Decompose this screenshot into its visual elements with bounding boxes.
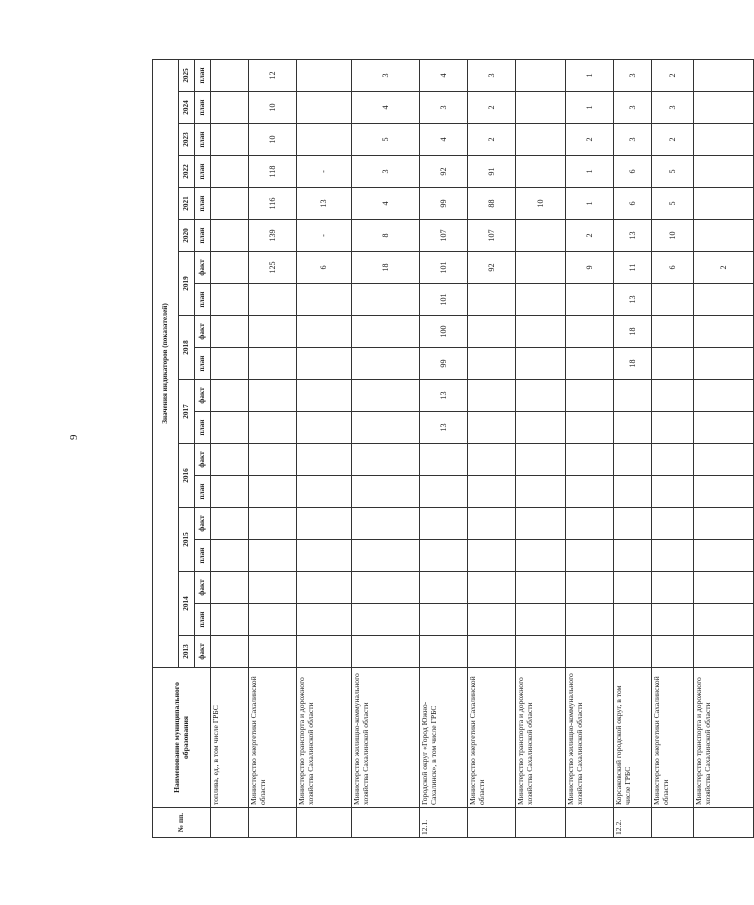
table-row: [297, 59, 352, 837]
value-cell: 13: [420, 412, 468, 444]
value-cell: [297, 444, 352, 476]
value-cell: [516, 59, 566, 91]
value-cell: [420, 540, 468, 572]
header-fact-2015: факт: [195, 508, 211, 540]
value-cell: [652, 604, 694, 636]
value-cell: [297, 284, 352, 316]
value-cell: [566, 348, 614, 380]
header-plan-2019: план: [195, 284, 211, 316]
value-cell: [468, 316, 516, 348]
value-cell: [566, 412, 614, 444]
value-cell: [249, 316, 297, 348]
value-cell: [297, 348, 352, 380]
table-row: [420, 59, 468, 837]
value-cell: [249, 284, 297, 316]
value-cell: [694, 412, 754, 444]
header-year-2015: 2015: [179, 508, 195, 572]
value-cell: 125: [249, 252, 297, 284]
value-cell: 101: [420, 284, 468, 316]
value-cell: 2: [468, 124, 516, 156]
value-cell: [468, 444, 516, 476]
row-number: [566, 808, 614, 838]
value-cell: 18: [352, 252, 420, 284]
indicators-table: [152, 59, 754, 838]
value-cell: 1: [566, 156, 614, 188]
value-cell: [297, 59, 352, 91]
value-cell: 5: [652, 156, 694, 188]
header-plan-2017: план: [195, 412, 211, 444]
value-cell: [694, 636, 754, 668]
row-number: [516, 808, 566, 838]
value-cell: 13: [614, 220, 652, 252]
value-cell: 3: [652, 92, 694, 124]
header-plan-2023: план: [195, 124, 211, 156]
value-cell: [566, 572, 614, 604]
value-cell: [516, 316, 566, 348]
table-row: [249, 59, 297, 837]
header-plan-2014: план: [195, 604, 211, 636]
value-cell: 18: [614, 316, 652, 348]
value-cell: [694, 572, 754, 604]
value-cell: [694, 156, 754, 188]
value-cell: [694, 348, 754, 380]
value-cell: 2: [652, 124, 694, 156]
value-cell: 4: [420, 124, 468, 156]
value-cell: [249, 348, 297, 380]
value-cell: [352, 604, 420, 636]
value-cell: [420, 572, 468, 604]
value-cell: [516, 636, 566, 668]
value-cell: [352, 540, 420, 572]
value-cell: 99: [420, 188, 468, 220]
value-cell: [652, 444, 694, 476]
value-cell: [352, 412, 420, 444]
value-cell: [297, 604, 352, 636]
value-cell: [420, 636, 468, 668]
value-cell: 13: [614, 284, 652, 316]
header-plan-2020: план: [195, 220, 211, 252]
value-cell: 4: [352, 188, 420, 220]
header-year-2016: 2016: [179, 444, 195, 508]
row-number: [211, 808, 249, 838]
value-cell: [694, 604, 754, 636]
header-plan-2022: план: [195, 156, 211, 188]
value-cell: 100: [420, 316, 468, 348]
value-cell: 3: [352, 156, 420, 188]
value-cell: 13: [420, 380, 468, 412]
value-cell: [468, 540, 516, 572]
value-cell: 10: [249, 124, 297, 156]
value-cell: [211, 444, 249, 476]
value-cell: [468, 348, 516, 380]
value-cell: 116: [249, 188, 297, 220]
value-cell: [420, 444, 468, 476]
row-name: топлива, ед., в том числе ГРБС: [211, 668, 249, 808]
value-cell: [694, 476, 754, 508]
value-cell: 9: [566, 252, 614, 284]
value-cell: [516, 444, 566, 476]
row-number: 12.1.: [420, 808, 468, 838]
header-fact-2017: факт: [195, 380, 211, 412]
value-cell: 88: [468, 188, 516, 220]
value-cell: [614, 604, 652, 636]
value-cell: [614, 412, 652, 444]
row-number: [297, 808, 352, 838]
row-name: Министерство жилищно-коммунального хозяйства Сахалинской области: [352, 668, 420, 808]
header-fact-2014: факт: [195, 572, 211, 604]
value-cell: 4: [352, 92, 420, 124]
value-cell: 3: [614, 124, 652, 156]
value-cell: 6: [614, 156, 652, 188]
header-fact-2018: факт: [195, 316, 211, 348]
value-cell: [249, 508, 297, 540]
row-name: Министерство энергетики Сахалинской области: [468, 668, 516, 808]
value-cell: [566, 316, 614, 348]
value-cell: [694, 92, 754, 124]
value-cell: [211, 476, 249, 508]
value-cell: [249, 476, 297, 508]
value-cell: 3: [352, 59, 420, 91]
header-plan-2016: план: [195, 476, 211, 508]
value-cell: [297, 380, 352, 412]
table-row: [694, 59, 754, 837]
value-cell: [652, 508, 694, 540]
value-cell: [516, 92, 566, 124]
row-number: [249, 808, 297, 838]
row-name: Городской округ «Город Южно-Сахалинск», в том числе ГРБС: [420, 668, 468, 808]
value-cell: [249, 572, 297, 604]
value-cell: 1: [566, 59, 614, 91]
value-cell: [211, 540, 249, 572]
value-cell: [652, 348, 694, 380]
value-cell: 5: [652, 188, 694, 220]
value-cell: [297, 540, 352, 572]
value-cell: [694, 59, 754, 91]
rotated-table-container: [152, 60, 728, 838]
value-cell: [211, 508, 249, 540]
value-cell: [516, 348, 566, 380]
value-cell: -: [297, 220, 352, 252]
value-cell: [516, 572, 566, 604]
value-cell: [297, 476, 352, 508]
value-cell: [614, 444, 652, 476]
value-cell: [468, 476, 516, 508]
value-cell: [211, 636, 249, 668]
value-cell: [249, 444, 297, 476]
header-year-2023: 2023: [179, 124, 195, 156]
row-number: 12.2.: [614, 808, 652, 838]
value-cell: [352, 316, 420, 348]
value-cell: [297, 92, 352, 124]
value-cell: 101: [420, 252, 468, 284]
value-cell: 5: [352, 124, 420, 156]
value-cell: [468, 508, 516, 540]
value-cell: [566, 380, 614, 412]
value-cell: 6: [614, 188, 652, 220]
value-cell: 18: [614, 348, 652, 380]
value-cell: [211, 348, 249, 380]
value-cell: [468, 604, 516, 636]
value-cell: [614, 508, 652, 540]
value-cell: [516, 220, 566, 252]
value-cell: [516, 604, 566, 636]
value-cell: [614, 476, 652, 508]
value-cell: 8: [352, 220, 420, 252]
value-cell: [249, 380, 297, 412]
value-cell: [516, 124, 566, 156]
table-row: [516, 59, 566, 837]
header-plan-2024: план: [195, 92, 211, 124]
table-row: [211, 59, 249, 837]
row-name: Министерство энергетики Сахалинской области: [652, 668, 694, 808]
header-plan-2021: план: [195, 188, 211, 220]
value-cell: 11: [614, 252, 652, 284]
header-plan-2018: план: [195, 348, 211, 380]
value-cell: [211, 188, 249, 220]
value-cell: [211, 316, 249, 348]
value-cell: [566, 604, 614, 636]
header-year-2022: 2022: [179, 156, 195, 188]
page-number: 9: [68, 434, 80, 440]
value-cell: [297, 412, 352, 444]
value-cell: 3: [614, 59, 652, 91]
value-cell: 3: [614, 92, 652, 124]
value-cell: [211, 380, 249, 412]
value-cell: [249, 636, 297, 668]
value-cell: [352, 380, 420, 412]
row-name: Министерство транспорта и дорожного хозяйства Сахалинской области: [297, 668, 352, 808]
row-number: [694, 808, 754, 838]
value-cell: [566, 444, 614, 476]
value-cell: [566, 476, 614, 508]
value-cell: [516, 508, 566, 540]
value-cell: [420, 476, 468, 508]
value-cell: [211, 572, 249, 604]
value-cell: [614, 540, 652, 572]
row-number: [468, 808, 516, 838]
row-name: Министерство жилищно-коммунального хозяйства Сахалинской области: [566, 668, 614, 808]
value-cell: [516, 156, 566, 188]
value-cell: 10: [652, 220, 694, 252]
value-cell: [614, 380, 652, 412]
table-row: [614, 59, 652, 837]
value-cell: 2: [652, 59, 694, 91]
value-cell: [694, 380, 754, 412]
value-cell: [516, 380, 566, 412]
value-cell: [694, 508, 754, 540]
value-cell: [566, 284, 614, 316]
value-cell: 92: [420, 156, 468, 188]
value-cell: 4: [420, 59, 468, 91]
value-cell: [516, 412, 566, 444]
value-cell: [694, 124, 754, 156]
value-cell: 1: [566, 188, 614, 220]
value-cell: [249, 412, 297, 444]
value-cell: 3: [420, 92, 468, 124]
value-cell: [352, 572, 420, 604]
value-cell: [211, 252, 249, 284]
value-cell: [694, 284, 754, 316]
value-cell: [468, 284, 516, 316]
value-cell: 91: [468, 156, 516, 188]
value-cell: [352, 508, 420, 540]
value-cell: [420, 508, 468, 540]
value-cell: [420, 604, 468, 636]
table-body: [211, 59, 754, 837]
value-cell: [652, 316, 694, 348]
value-cell: 6: [297, 252, 352, 284]
value-cell: [352, 636, 420, 668]
value-cell: [352, 348, 420, 380]
header-year-2025: 2025: [179, 59, 195, 91]
value-cell: 3: [468, 59, 516, 91]
value-cell: [249, 540, 297, 572]
header-year-2021: 2021: [179, 188, 195, 220]
value-cell: [652, 572, 694, 604]
value-cell: [516, 252, 566, 284]
value-cell: [694, 316, 754, 348]
value-cell: [652, 380, 694, 412]
value-cell: 10: [249, 92, 297, 124]
value-cell: [211, 59, 249, 91]
value-cell: [652, 476, 694, 508]
row-name: Министерство транспорта и дорожного хозяйства Сахалинской области: [516, 668, 566, 808]
value-cell: [566, 636, 614, 668]
value-cell: 107: [468, 220, 516, 252]
value-cell: [211, 604, 249, 636]
value-cell: [352, 444, 420, 476]
value-cell: [614, 636, 652, 668]
value-cell: [211, 92, 249, 124]
value-cell: [694, 444, 754, 476]
value-cell: [516, 540, 566, 572]
header-year-2024: 2024: [179, 92, 195, 124]
value-cell: [468, 380, 516, 412]
table-row: [352, 59, 420, 837]
table-row: [652, 59, 694, 837]
value-cell: 107: [420, 220, 468, 252]
row-number: [352, 808, 420, 838]
row-name: Министерство транспорта и дорожного хозяйства Сахалинской области: [694, 668, 754, 808]
value-cell: [652, 540, 694, 572]
header-year-2013: 2013: [179, 636, 195, 668]
table-row: [566, 59, 614, 837]
value-cell: [652, 284, 694, 316]
value-cell: 139: [249, 220, 297, 252]
row-name: Министерство энергетики Сахалинской области: [249, 668, 297, 808]
header-year-2018: 2018: [179, 316, 195, 380]
value-cell: 2: [694, 252, 754, 284]
value-cell: [352, 476, 420, 508]
value-cell: 6: [652, 252, 694, 284]
value-cell: [566, 540, 614, 572]
value-cell: [297, 316, 352, 348]
value-cell: [468, 412, 516, 444]
header-year-2017: 2017: [179, 380, 195, 444]
header-plan-2015: план: [195, 540, 211, 572]
value-cell: 92: [468, 252, 516, 284]
value-cell: [249, 604, 297, 636]
header-fact-2019: факт: [195, 252, 211, 284]
value-cell: 99: [420, 348, 468, 380]
header-year-2014: 2014: [179, 572, 195, 636]
value-cell: [468, 636, 516, 668]
value-cell: [652, 412, 694, 444]
header-number: № пп.: [153, 808, 211, 838]
header-year-2019: 2019: [179, 252, 195, 316]
value-cell: [516, 284, 566, 316]
header-plan-2025: план: [195, 59, 211, 91]
value-cell: [297, 124, 352, 156]
value-cell: 2: [566, 124, 614, 156]
value-cell: [694, 220, 754, 252]
value-cell: -: [297, 156, 352, 188]
row-name: Корсаковский городской округ, в том числе ГРБС: [614, 668, 652, 808]
value-cell: [352, 284, 420, 316]
value-cell: 2: [468, 92, 516, 124]
value-cell: 13: [297, 188, 352, 220]
value-cell: [652, 636, 694, 668]
header-fact-2013: факт: [195, 636, 211, 668]
header-fact-2016: факт: [195, 444, 211, 476]
value-cell: [297, 636, 352, 668]
header-municipality-name: Наименование муниципального образования: [153, 668, 211, 808]
table-row: [468, 59, 516, 837]
value-cell: [211, 124, 249, 156]
value-cell: [211, 156, 249, 188]
value-cell: 1: [566, 92, 614, 124]
header-year-2020: 2020: [179, 220, 195, 252]
header-indicators: Значения индикаторов (показателей): [153, 59, 179, 667]
value-cell: [297, 572, 352, 604]
value-cell: [211, 412, 249, 444]
value-cell: 118: [249, 156, 297, 188]
value-cell: 12: [249, 59, 297, 91]
value-cell: [566, 508, 614, 540]
value-cell: [297, 508, 352, 540]
value-cell: [614, 572, 652, 604]
row-number: [652, 808, 694, 838]
value-cell: [694, 188, 754, 220]
value-cell: 2: [566, 220, 614, 252]
value-cell: [694, 540, 754, 572]
value-cell: [211, 220, 249, 252]
value-cell: [468, 572, 516, 604]
value-cell: 10: [516, 188, 566, 220]
value-cell: [211, 284, 249, 316]
value-cell: [516, 476, 566, 508]
